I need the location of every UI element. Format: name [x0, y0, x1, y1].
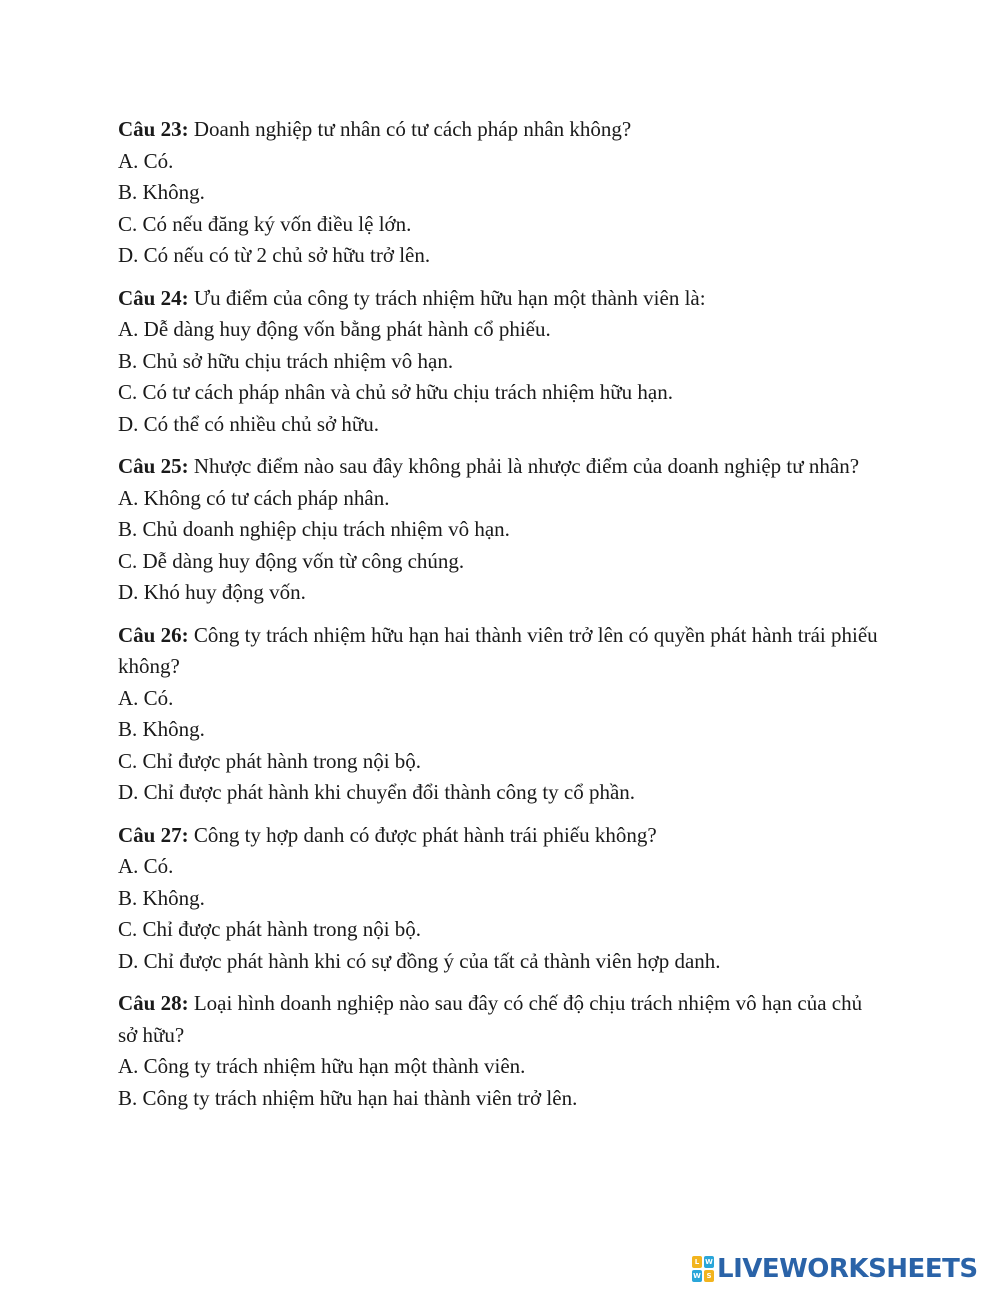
answer-option-a[interactable]: A. Có. [118, 148, 174, 173]
question-27 [118, 820, 878, 978]
answer-option-b[interactable]: B. Không. [118, 180, 205, 204]
answer-option-c[interactable]: C. Có nếu đăng ký vốn điều lệ lớn. [118, 211, 412, 236]
answer-option-c[interactable]: C. Chỉ được phát hành trong nội bộ. [118, 917, 422, 941]
question-label: Câu 25: [118, 454, 189, 478]
answer-option-d[interactable]: D. Chỉ được phát hành khi chuyển đổi thành công ty cổ phần. [118, 780, 636, 804]
answer-option-d[interactable]: D. Chỉ được phát hành khi có sự đồng ý của tất cả thành viên hợp danh. [118, 948, 721, 973]
logo-mark-letter: W [705, 1258, 713, 1266]
question-body: Nhược điểm nào sau đây không phải là nhược điểm của doanh nghiệp tư nhân? [188, 454, 860, 478]
worksheet-page [118, 114, 878, 1125]
question-text [118, 283, 878, 315]
answer-option-d[interactable]: D. Có nếu có từ 2 chủ sở hữu trở lên. [118, 243, 431, 267]
question-label: Câu 23: [118, 117, 189, 141]
answer-option-b[interactable]: B. Chủ doanh nghiệp chịu trách nhiệm vô hạn. [118, 517, 510, 541]
answer-option-c[interactable]: C. Có tư cách pháp nhân và chủ sở hữu chịu trách nhiệm hữu hạn. [118, 380, 673, 404]
logo-mark-letter: L [692, 1256, 702, 1268]
answer-option-d[interactable]: D. Có thể có nhiều chủ sở hữu. [118, 411, 380, 436]
answer-option-a[interactable]: A. Có. [118, 685, 174, 710]
answer-option-b[interactable]: B. Chủ sở hữu chịu trách nhiệm vô hạn. [118, 348, 454, 373]
answer-option-b[interactable]: B. Không. [118, 885, 205, 910]
answer-option-a[interactable]: A. Có. [118, 854, 174, 878]
question-text [118, 114, 878, 146]
logo-mark-letter: S [704, 1270, 714, 1282]
question-24 [118, 283, 878, 441]
question-23 [118, 114, 878, 272]
answer-option-d[interactable]: D. Khó huy động vốn. [118, 580, 306, 604]
answer-option-c[interactable]: C. Chỉ được phát hành trong nội bộ. [118, 748, 422, 773]
liveworksheets-mark-icon [692, 1256, 714, 1282]
question-label: Câu 27: [118, 822, 189, 847]
answer-option-b[interactable]: B. Không. [118, 717, 205, 741]
question-text [118, 451, 878, 483]
answer-option-b[interactable]: B. Công ty trách nhiệm hữu hạn hai thành viên trở lên. [118, 1085, 578, 1110]
answer-option-a[interactable]: A. Không có tư cách pháp nhân. [118, 485, 390, 510]
question-body: Ưu điểm của công ty trách nhiệm hữu hạn một thành viên là: [188, 285, 706, 310]
question-body: Doanh nghiệp tư nhân có tư cách pháp nhân không? [188, 117, 632, 141]
question-26 [118, 620, 878, 809]
question-label: Câu 24: [118, 285, 189, 310]
question-label: Câu 28: [118, 991, 189, 1015]
question-body: Loại hình doanh nghiệp nào sau đây có chế độ chịu trách nhiệm vô hạn của chủ sở hữu? [118, 991, 863, 1047]
question-text [118, 988, 878, 1051]
question-text [118, 620, 878, 683]
answer-option-c[interactable]: C. Dễ dàng huy động vốn từ công chúng. [118, 548, 465, 573]
question-body: Công ty trách nhiệm hữu hạn hai thành viên trở lên có quyền phát hành trái phiếu không? [118, 622, 878, 678]
question-28 [118, 988, 878, 1114]
question-text [118, 820, 878, 852]
liveworksheets-logo [692, 1253, 978, 1285]
question-25 [118, 451, 878, 609]
question-body: Công ty hợp danh có được phát hành trái phiếu không? [188, 822, 657, 847]
brand-name: LIVEWORKSHEETS [717, 1254, 978, 1284]
answer-option-a[interactable]: A. Công ty trách nhiệm hữu hạn một thành viên. [118, 1054, 526, 1078]
logo-mark-letter: W [693, 1272, 701, 1280]
question-label: Câu 26: [118, 622, 189, 647]
answer-option-a[interactable]: A. Dễ dàng huy động vốn bằng phát hành cổ phiếu. [118, 317, 551, 341]
